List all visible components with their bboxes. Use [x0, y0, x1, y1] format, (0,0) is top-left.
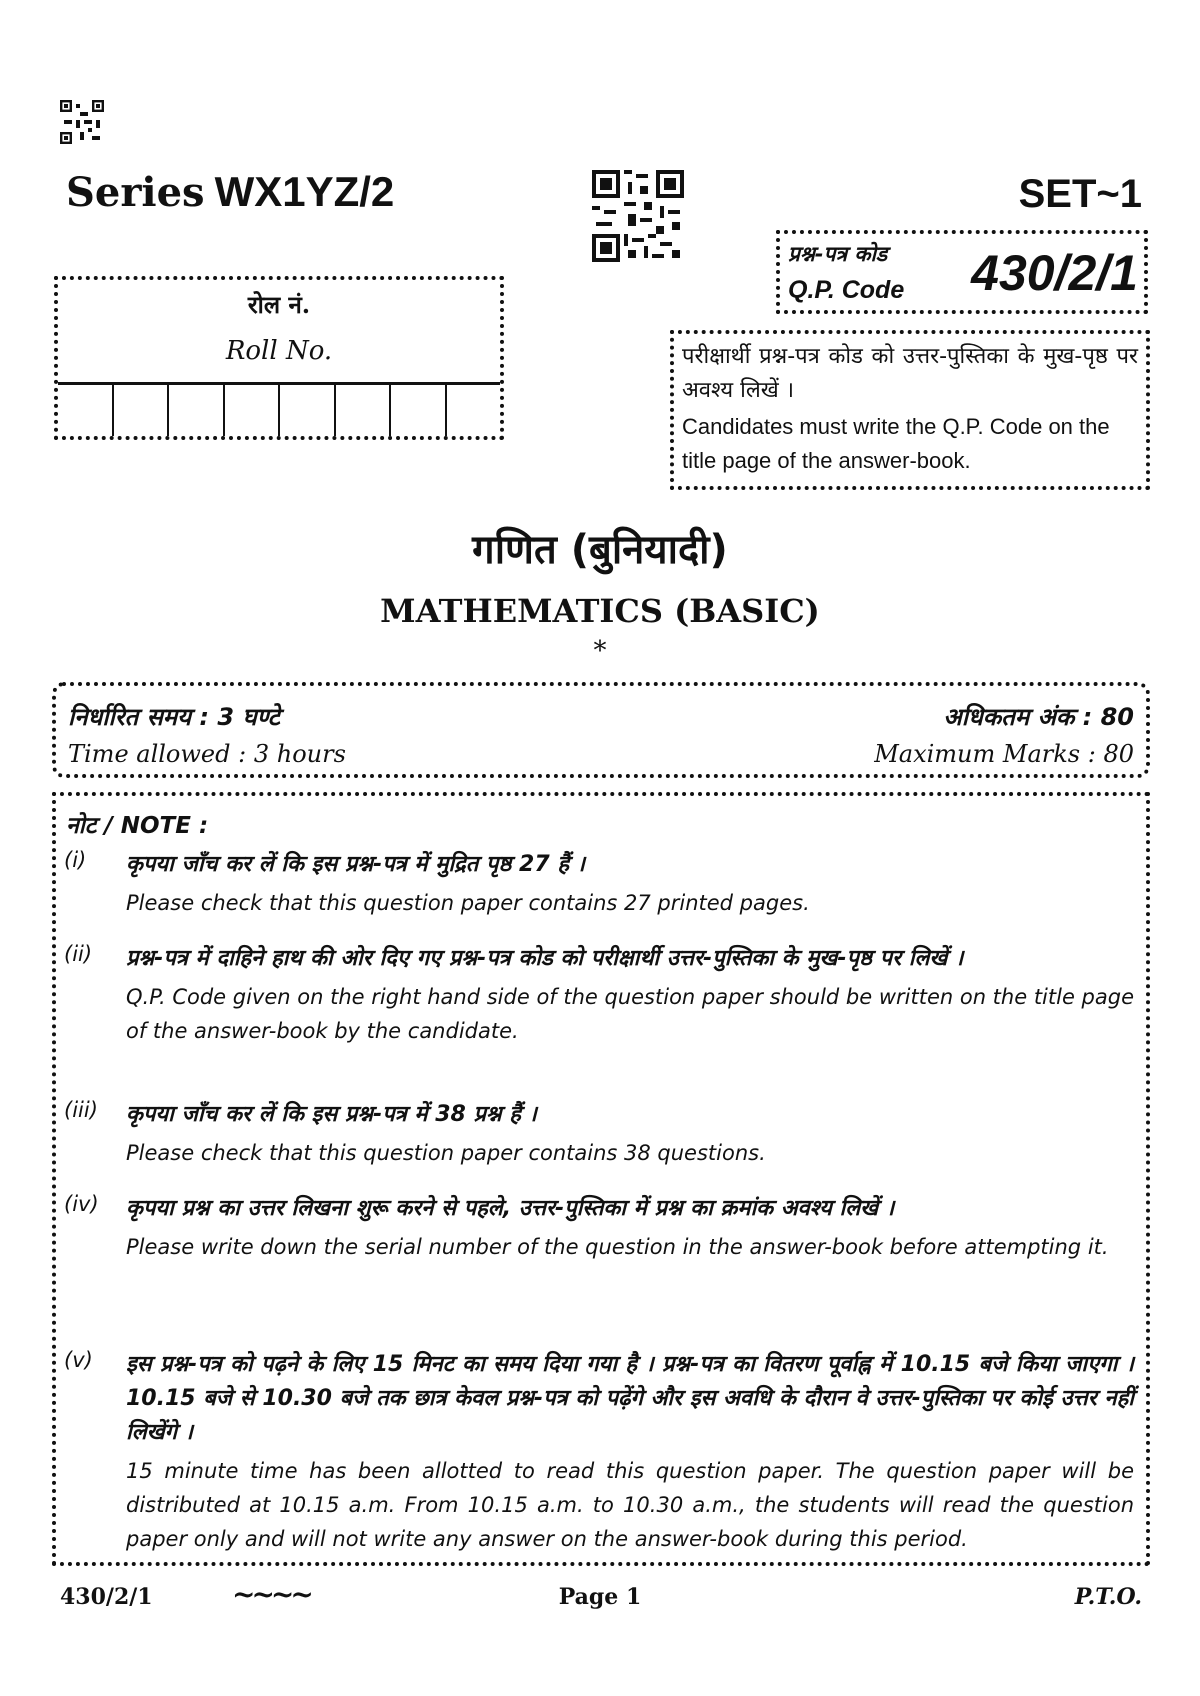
roll-digit-cell[interactable]: [225, 385, 281, 436]
time-allowed: Time allowed : 3 hours: [68, 740, 346, 768]
note-text: Please write down the serial number of the question in the answer-book before attempting it.: [126, 1235, 1109, 1259]
roll-digit-cell[interactable]: [114, 385, 170, 436]
note-text: Please check that this question paper contains 38 questions.: [126, 1141, 766, 1165]
roll-label: Roll No.: [225, 336, 333, 366]
maximum-marks-hindi: अधिकतम अंक : 80: [943, 703, 1134, 731]
note-item: [56, 848, 1134, 920]
time-allowed-hindi: निर्धारित समय : 3 घण्टे: [68, 703, 280, 731]
subject-title-hindi: गणित (बुनियादी): [472, 527, 728, 573]
footer-qp-code: 430/2/1: [60, 1584, 153, 1610]
qp-code-label: Q.P. Code: [788, 276, 905, 304]
note-text: Please check that this question paper contains 27 printed pages.: [126, 891, 810, 915]
roll-digit-cell[interactable]: [280, 385, 336, 436]
note-number: (iii): [64, 1098, 98, 1122]
series-label: Series: [66, 169, 205, 216]
candidate-instruction: Candidates must write the Q.P. Code on the title page of the answer-book.: [682, 414, 1110, 473]
roll-label-hindi: रोल नं.: [247, 290, 311, 319]
notes-title: नोट / NOTE :: [66, 813, 209, 839]
qp-code-label-hindi: प्रश्न-पत्र कोड: [788, 242, 888, 266]
candidate-instruction-box: [670, 330, 1150, 490]
note-text-hindi: इस प्रश्न-पत्र को पढ़ने के लिए 15 मिनट का समय दिया गया है । प्रश्न-पत्र का वितरण पूर्वाह्न में 10.15 बजे किया जाएगा । 10.15 बजे से 10.30 बजे तक छात्र केवल प्रश्न-पत्र को पढ़ेंगे और इस अवधि के दौरान वे उत्तर-पुस्तिका पर कोई उत्तर नहीं लिखेंगे ।: [126, 1352, 1134, 1445]
roll-digit-cell[interactable]: [336, 385, 392, 436]
note-number: (ii): [64, 942, 93, 966]
qp-code-value: 430/2/1: [971, 245, 1138, 301]
roll-digit-cell[interactable]: [391, 385, 447, 436]
qp-code-box: [776, 230, 1148, 314]
note-text-hindi: कृपया प्रश्न का उत्तर लिखना शुरू करने से पहले, उत्तर-पुस्तिका में प्रश्न का क्रमांक अवश्य लिखें ।: [126, 1196, 895, 1221]
note-number: (v): [64, 1348, 93, 1372]
asterisk-mark: *: [593, 636, 607, 666]
roll-digit-cell[interactable]: [58, 385, 114, 436]
page-number: Page 1: [558, 1584, 642, 1610]
footer-tilde-mark: ~~~~: [232, 1578, 310, 1611]
maximum-marks: Maximum Marks : 80: [874, 740, 1134, 768]
subject-title: MATHEMATICS (BASIC): [380, 592, 820, 630]
note-text-hindi: कृपया जाँच कर लें कि इस प्रश्न-पत्र में मुद्रित पृष्ठ 27 हैं ।: [126, 852, 585, 877]
roll-number-cells: [58, 382, 500, 436]
note-text-hindi: प्रश्न-पत्र में दाहिने हाथ की ओर दिए गए प्रश्न-पत्र कोड को परीक्षार्थी उत्तर-पुस्तिका के मुख-पृष्ठ पर लिखें ।: [126, 946, 964, 971]
note-item: [56, 942, 1134, 1048]
note-text-hindi: कृपया जाँच कर लें कि इस प्रश्न-पत्र में 38 प्रश्न हैं ।: [126, 1102, 537, 1127]
please-turn-over: P.T.O.: [1074, 1584, 1142, 1610]
candidate-instruction-hindi: परीक्षार्थी प्रश्न-पत्र कोड को उत्तर-पुस्तिका के मुख-पृष्ठ पर अवश्य लिखें ।: [682, 344, 1138, 403]
note-text: Q.P. Code given on the right hand side of the question paper should be written on the title page of the answer-book by the candidate.: [126, 985, 1134, 1043]
qr-code-icon: [592, 170, 684, 262]
note-number: (iv): [64, 1192, 99, 1216]
notes-box: [52, 792, 1150, 1566]
roll-digit-cell[interactable]: [169, 385, 225, 436]
roll-digit-cell[interactable]: [447, 385, 501, 436]
note-item: [56, 1348, 1134, 1556]
series-code: WX1YZ/2: [214, 168, 395, 215]
set-label: SET~1: [1018, 172, 1142, 216]
note-item: [56, 1098, 1134, 1170]
note-number: (i): [64, 848, 87, 872]
roll-number-box: [54, 276, 504, 440]
note-item: [56, 1192, 1134, 1264]
note-text: 15 minute time has been allotted to read this question paper. The question paper will be distributed at 10.15 a.m. From 10.15 a.m. to 10.30 a.m., the students will read the question paper only and will not write any answer on the answer-book during this period.: [126, 1459, 1134, 1551]
series-heading: [66, 168, 394, 216]
small-qr-code-icon: [60, 100, 104, 144]
time-marks-box: [52, 682, 1150, 778]
